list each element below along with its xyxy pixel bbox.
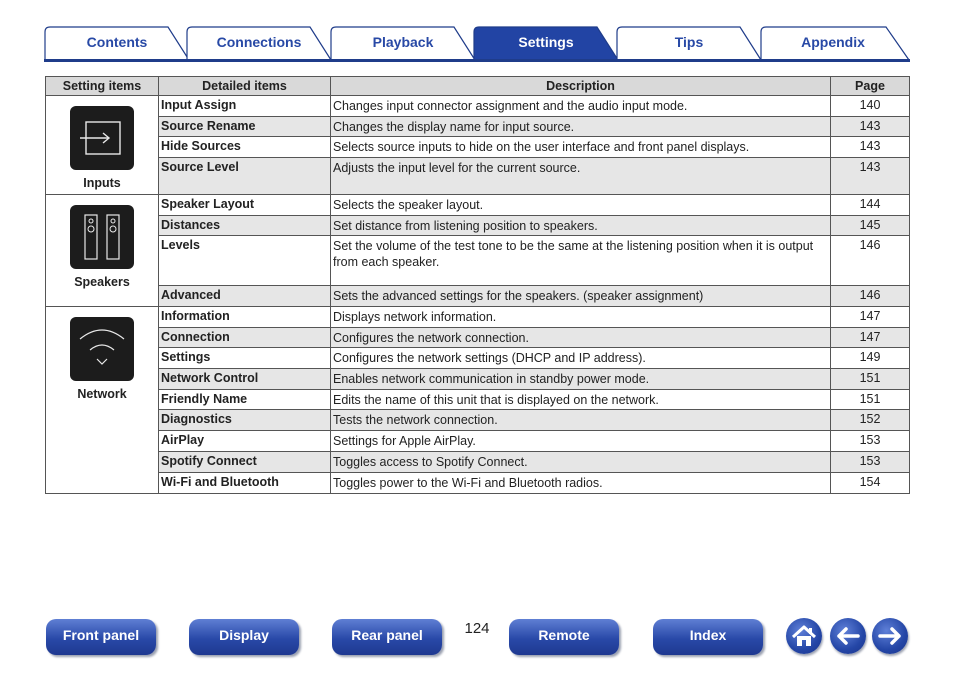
page-link[interactable]: 146 — [831, 286, 910, 307]
table-row — [46, 96, 910, 117]
display-button[interactable]: Display — [189, 619, 299, 655]
tab-label: Settings — [518, 34, 574, 50]
forward-arrow-glyph — [872, 618, 908, 654]
table-row — [46, 117, 910, 137]
page-link[interactable]: 143 — [831, 117, 910, 137]
item-name: Advanced — [159, 286, 331, 307]
item-name: Spotify Connect — [159, 452, 331, 473]
category-label: Speakers — [74, 275, 130, 289]
front-panel-button[interactable]: Front panel — [46, 619, 156, 655]
table-row — [46, 452, 910, 473]
header-page: Page — [831, 77, 910, 96]
page-link[interactable]: 145 — [831, 216, 910, 236]
tab-tips[interactable] — [616, 26, 762, 61]
table-row — [46, 137, 910, 158]
wifi-icon — [70, 317, 134, 381]
tab-underline — [44, 59, 910, 62]
category-speakers — [46, 195, 159, 307]
table-row — [46, 369, 910, 390]
item-name: Connection — [159, 328, 331, 348]
page-link[interactable]: 151 — [831, 390, 910, 410]
category-label: Inputs — [83, 176, 121, 190]
item-description: Tests the network connection. — [331, 410, 831, 431]
page-link[interactable]: 147 — [831, 307, 910, 328]
tab-label: Playback — [372, 34, 434, 50]
category-label: Network — [77, 387, 127, 401]
tab-bar — [44, 26, 910, 62]
item-name: Settings — [159, 348, 331, 369]
item-name: AirPlay — [159, 431, 331, 452]
settings-table — [45, 76, 910, 494]
header-description: Description — [331, 77, 831, 96]
item-name: Network Control — [159, 369, 331, 390]
tab-connections[interactable] — [186, 26, 332, 61]
page-link[interactable]: 154 — [831, 473, 910, 494]
forward-arrow-icon[interactable] — [872, 618, 908, 654]
table-row — [46, 410, 910, 431]
page-link[interactable]: 149 — [831, 348, 910, 369]
item-name: Speaker Layout — [159, 195, 331, 216]
table-row — [46, 195, 910, 216]
speakers-icon — [70, 205, 134, 269]
back-arrow-glyph — [830, 618, 866, 654]
item-description: Displays network information. — [331, 307, 831, 328]
table-row — [46, 307, 910, 328]
table-row — [46, 286, 910, 307]
tab-label: Contents — [86, 34, 148, 50]
page-link[interactable]: 153 — [831, 452, 910, 473]
item-description: Selects source inputs to hide on the user interface and front panel displays. — [331, 137, 831, 158]
tab-appendix[interactable] — [760, 26, 906, 61]
item-name: Input Assign — [159, 96, 331, 117]
header-detailed-items: Detailed items — [159, 77, 331, 96]
item-description: Edits the name of this unit that is displayed on the network. — [331, 390, 831, 410]
page-number: 124 — [464, 620, 490, 637]
table-row — [46, 431, 910, 452]
tab-label: Appendix — [801, 34, 865, 50]
tab-label: Tips — [674, 34, 704, 50]
page-link[interactable]: 152 — [831, 410, 910, 431]
table-row — [46, 390, 910, 410]
page-link[interactable]: 153 — [831, 431, 910, 452]
tab-settings[interactable] — [473, 26, 619, 61]
tab-contents[interactable] — [44, 26, 190, 61]
table-row — [46, 216, 910, 236]
item-name: Friendly Name — [159, 390, 331, 410]
input-arrow-glyph — [70, 106, 134, 170]
item-description: Set the volume of the test tone to be the same at the listening position when it is output from each speaker. — [331, 236, 831, 286]
item-name: Distances — [159, 216, 331, 236]
speakers-glyph — [70, 205, 134, 269]
wifi-glyph — [70, 317, 134, 381]
index-button[interactable]: Index — [653, 619, 763, 655]
home-glyph — [786, 618, 822, 654]
item-description: Changes the display name for input source. — [331, 117, 831, 137]
item-description: Changes input connector assignment and the audio input mode. — [331, 96, 831, 117]
table-row — [46, 348, 910, 369]
back-arrow-icon[interactable] — [830, 618, 866, 654]
item-description: Adjusts the input level for the current source. — [331, 158, 831, 195]
item-name: Diagnostics — [159, 410, 331, 431]
category-inputs — [46, 96, 159, 195]
table-row — [46, 473, 910, 494]
rear-panel-button[interactable]: Rear panel — [332, 619, 442, 655]
item-name: Hide Sources — [159, 137, 331, 158]
item-description: Configures the network connection. — [331, 328, 831, 348]
item-description: Settings for Apple AirPlay. — [331, 431, 831, 452]
page-link[interactable]: 140 — [831, 96, 910, 117]
category-network — [46, 307, 159, 494]
item-description: Enables network communication in standby power mode. — [331, 369, 831, 390]
item-name: Wi-Fi and Bluetooth — [159, 473, 331, 494]
table-row — [46, 158, 910, 195]
page-link[interactable]: 147 — [831, 328, 910, 348]
item-description: Sets the advanced settings for the speakers. (speaker assignment) — [331, 286, 831, 307]
tab-playback[interactable] — [330, 26, 476, 61]
item-description: Selects the speaker layout. — [331, 195, 831, 216]
table-row — [46, 328, 910, 348]
tab-label: Connections — [216, 34, 302, 50]
item-description: Toggles power to the Wi-Fi and Bluetooth radios. — [331, 473, 831, 494]
input-arrow-icon — [70, 106, 134, 170]
header-setting-items: Setting items — [46, 77, 159, 96]
remote-button[interactable]: Remote — [509, 619, 619, 655]
page-link[interactable]: 143 — [831, 137, 910, 158]
item-name: Source Level — [159, 158, 331, 195]
item-name: Information — [159, 307, 331, 328]
table-header-row — [46, 77, 910, 96]
page-link[interactable]: 144 — [831, 195, 910, 216]
home-icon[interactable] — [786, 618, 822, 654]
page-link[interactable]: 146 — [831, 236, 910, 286]
item-description: Set distance from listening position to speakers. — [331, 216, 831, 236]
table-row — [46, 236, 910, 286]
item-name: Source Rename — [159, 117, 331, 137]
item-description: Toggles access to Spotify Connect. — [331, 452, 831, 473]
item-description: Configures the network settings (DHCP and IP address). — [331, 348, 831, 369]
item-name: Levels — [159, 236, 331, 286]
page-link[interactable]: 143 — [831, 158, 910, 195]
page-link[interactable]: 151 — [831, 369, 910, 390]
